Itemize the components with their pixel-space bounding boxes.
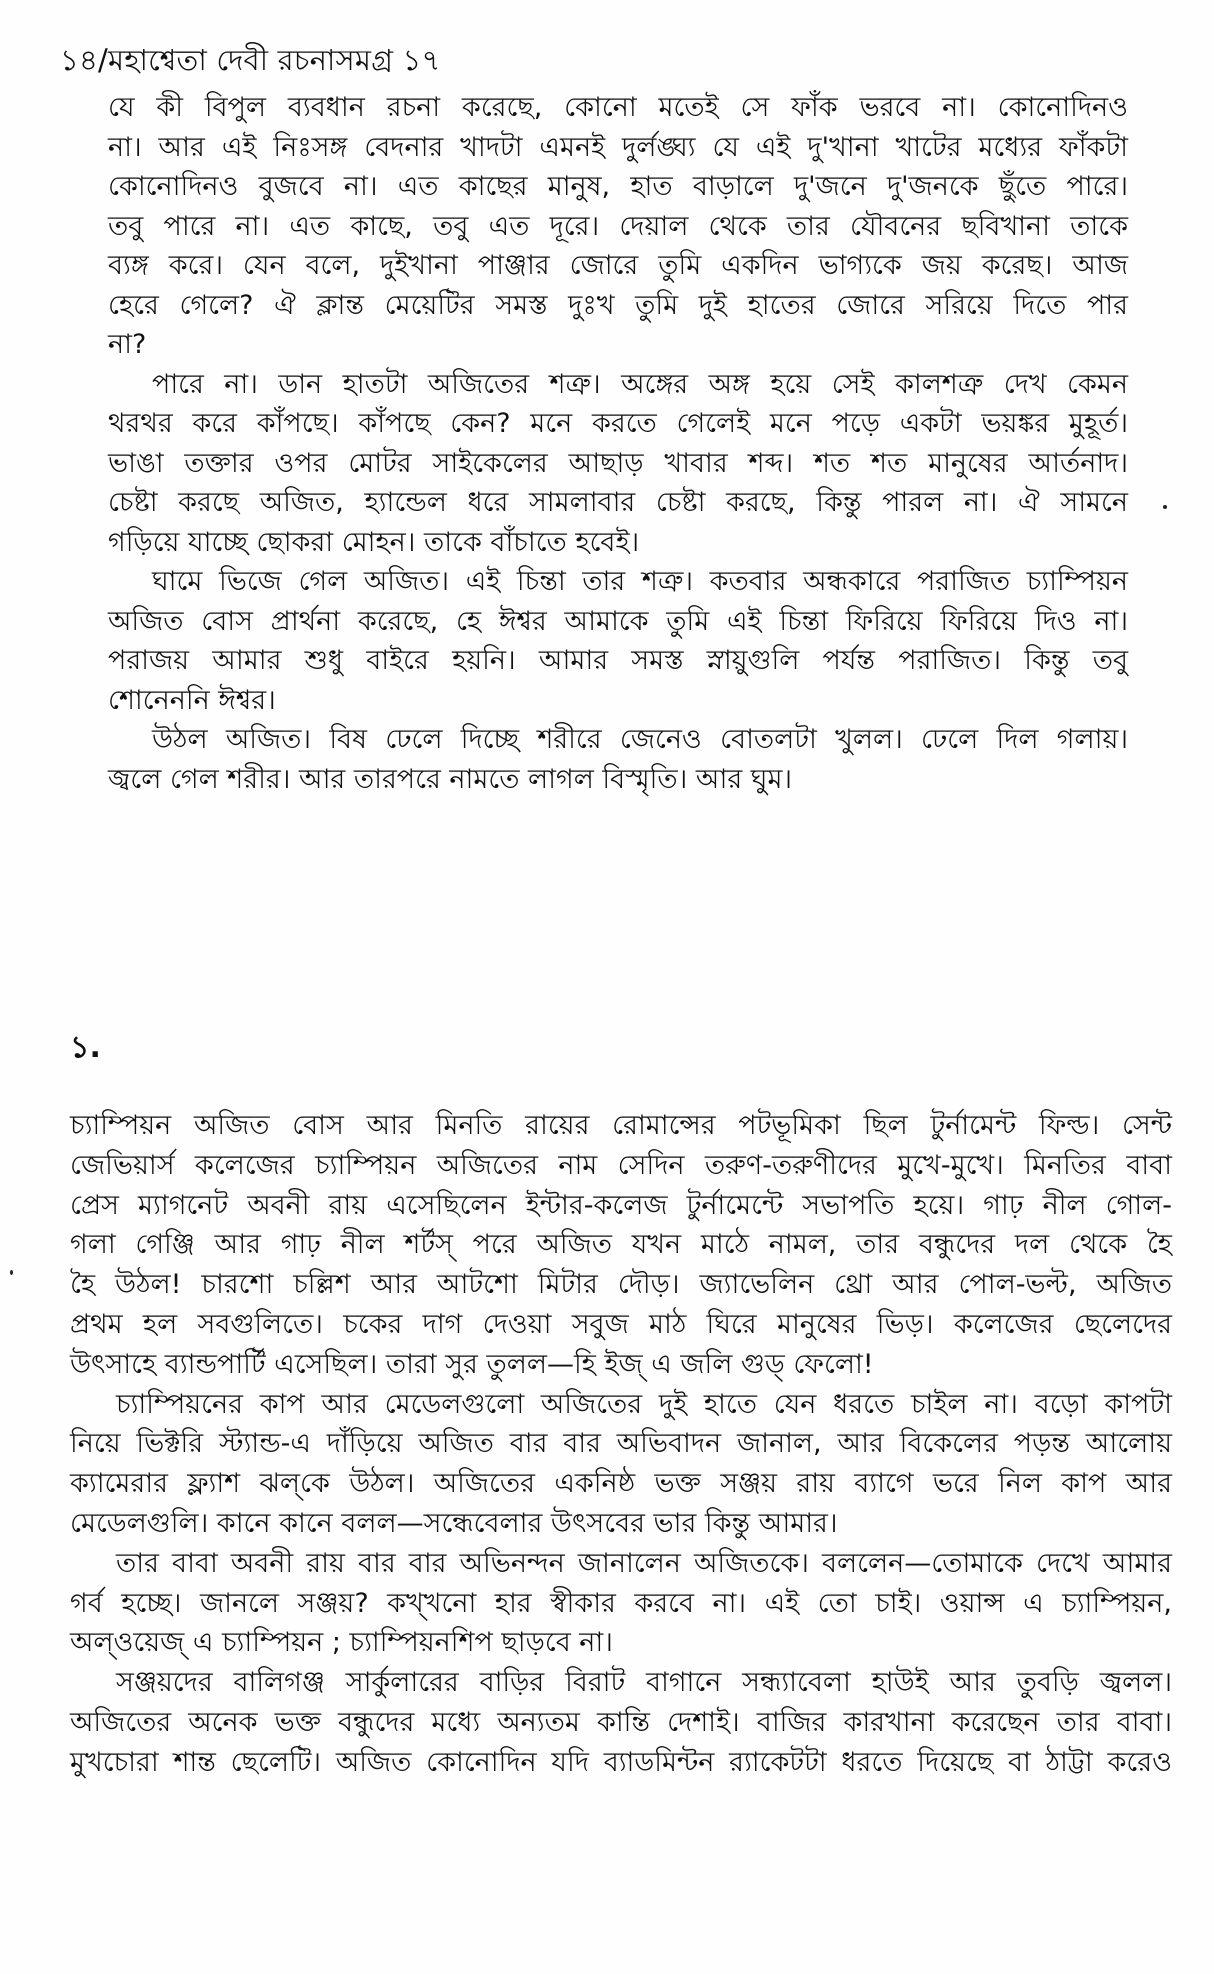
chapter-1-text <box>70 1106 1172 1783</box>
text-line: মুখচোরা শান্ত ছেলেটি। অজিত কোনোদিন যদি ব্যাডমিন্টন র‍্যাকেটটা ধরতে দিয়েছে বা ঠাট্টা করেও <box>70 1746 1172 1778</box>
text-line: গর্ব হচ্ছে। জানলে সঞ্জয়? কখ্খনো হার স্বীকার করবে না। এই তো চাই। ওয়ান্স এ চ্যাম্পিয়ন, <box>70 1587 1172 1619</box>
scan-speck <box>10 1270 13 1275</box>
text-line: ক্যামেরার ফ্ল্যাশ ঝল্‌কে উঠল। অজিতের একনিষ্ঠ ভক্ত সঞ্জয় রায় ব্যাগে ভরে নিল কাপ আর <box>70 1468 1172 1500</box>
text-line: চ্যাম্পিয়নের কাপ আর মেডেলগুলো অজিতের দুই হাতে যেন ধরতে চাইল না। বড়ো কাপটা <box>116 1388 1172 1420</box>
text-line: জেভিয়ার্স কলেজের চ্যাম্পিয়ন অজিতের নাম সেদিন তরুণ-তরুণীদের মুখে-মুখে। মিনতির বাবা <box>70 1149 1172 1181</box>
text-line: পারে না। ডান হাতটা অজিতের শত্রু। অঙ্গের অঙ্গ হয়ে সেই কালশত্রু দেখ কেমন <box>152 368 1128 400</box>
text-line: প্রেস ম্যাগনেট অবনী রায় এসেছিলেন ইন্টার-কলেজ টুর্নামেন্টে সভাপতি হয়ে। গাঢ় নীল গোল- <box>70 1189 1172 1221</box>
text-line: না। আর এই নিঃসঙ্গ বেদনার খাদটা এমনই দুর্লঙ্ঘ্য যে এই দু'খানা খাটের মধ্যের ফাঁকটা <box>108 131 1128 163</box>
scan-speck <box>1163 505 1167 509</box>
text-line: তার বাবা অবনী রায় বার বার অভিনন্দন জানালেন অজিতকে। বললেন—তোমাকে দেখে আমার <box>116 1547 1172 1579</box>
text-line: ভাঙা তক্তার ওপর মোটর সাইকেলের আছাড় খাবার শব্দ। শত শত মানুষের আর্তনাদ। <box>108 447 1128 479</box>
running-head: ১৪/মহাশ্বেতা দেবী রচনাসমগ্র ১৭ <box>60 43 441 77</box>
text-line: শোনেননি ঈশ্বর। <box>108 684 276 716</box>
text-line: নিয়ে ভিক্টরি স্ট্যান্ড-এ দাঁড়িয়ে অজিত বার বার অভিবাদন জানাল, আর বিকেলের পড়ন্ত আলোয় <box>70 1428 1172 1460</box>
text-line: ব্যঙ্গ করে। যেন বলে, দুইখানা পাঞ্জার জোরে তুমি একদিন ভাগ্যকে জয় করেছ। আজ <box>108 250 1128 281</box>
text-line: উৎসাহে ব্যান্ডপার্টি এসেছিল। তারা সুর তুলল—হি ইজ্ এ জলি গুড্ ফেলো! <box>70 1348 874 1380</box>
text-line: চেষ্টা করছে অজিত, হ্যান্ডেল ধরে সামলাবার চেষ্টা করছে, কিন্তু পারল না। ঐ সামনে <box>108 487 1128 518</box>
text-line: অজিতের অনেক ভক্ত বন্ধুদের মধ্যে অন্যতম কান্তি দেশাই। বাজির কারখানা করেছেন তার বাবা। <box>70 1706 1172 1738</box>
text-line: সঞ্জয়দের বালিগঞ্জ সার্কুলারের বাড়ির বিরাট বাগানে সন্ধ্যাবেলা হাউই আর তুবড়ি জ্বলল। <box>116 1667 1172 1699</box>
text-line: অল্‌ওয়েজ্ এ চ্যাম্পিয়ন ; চ্যাম্পিয়নশিপ ছাড়বে না। <box>70 1627 613 1659</box>
text-line: হেরে গেলে? ঐ ক্লান্ত মেয়েটির সমস্ত দুঃখ তুমি দুই হাতের জোরে সরিয়ে দিতে পার <box>108 289 1128 321</box>
text-line: হৈ উঠল! চারশো চল্লিশ আর আটশো মিটার দৌড়। জ্যাভেলিন থ্রো আর পোল-ভল্ট, অজিত <box>70 1269 1172 1301</box>
text-line: যে কী বিপুল ব্যবধান রচনা করেছে, কোনো মতেই সে ফাঁক ভরবে না। কোনোদিনও <box>108 92 1128 123</box>
previous-chapter-text <box>108 88 1128 799</box>
text-line: থরথর করে কাঁপছে। কাঁপছে কেন? মনে করতে গেলেই মনে পড়ে একটা ভয়ঙ্কর মুহূর্ত। <box>108 408 1128 439</box>
text-line: কোনোদিনও বুজবে না। এত কাছের মানুষ, হাত বাড়ালে দু'জনে দু'জনকে ছুঁতে পারে। <box>108 171 1128 202</box>
text-line: পরাজয় আমার শুধু বাইরে হয়নি। আমার সমস্ত স্নায়ুগুলি পর্যন্ত পরাজিত। কিন্তু তবু <box>108 645 1128 676</box>
text-line: প্রথম হল সবগুলিতে। চকের দাগ দেওয়া সবুজ মাঠ ঘিরে মানুষের ভিড়। কলেজের ছেলেদের <box>70 1308 1172 1340</box>
text-line: গড়িয়ে যাচ্ছে ছোকরা মোহন। তাকে বাঁচাতে হবেই। <box>108 526 640 558</box>
text-line: না? <box>108 329 147 360</box>
text-line: অজিত বোস প্রার্থনা করেছে, হে ঈশ্বর আমাকে তুমি এই চিন্তা ফিরিয়ে ফিরিয়ে দিও না। <box>108 605 1128 637</box>
text-line: গলা গেঞ্জি আর গাঢ় নীল শর্টস্ পরে অজিত যখন মাঠে নামল, তার বন্ধুদের দল থেকে হৈ <box>70 1229 1172 1261</box>
text-line: মেডেলগুলি। কানে কানে বলল—সন্ধেবেলার উৎসবের ভার কিন্তু আমার। <box>70 1507 838 1539</box>
text-line: চ্যাম্পিয়ন অজিত বোস আর মিনতি রায়ের রোমান্সের পটভূমিকা ছিল টুর্নামেন্ট ফিল্ড। সেন্ট <box>70 1110 1172 1141</box>
text-line: জ্বলে গেল শরীর। আর তারপরে নামতে লাগল বিস্মৃতি। আর ঘুম। <box>108 763 793 795</box>
text-line: তবু পারে না। এত কাছে, তবু এত দূরে। দেয়াল থেকে তার যৌবনের ছবিখানা তাকে <box>108 210 1128 242</box>
chapter-number: ১. <box>70 1030 101 1065</box>
text-line: ঘামে ভিজে গেল অজিত। এই চিন্তা তার শত্রু। কতবার অন্ধকারে পরাজিত চ্যাম্পিয়ন <box>152 566 1128 597</box>
text-line: উঠল অজিত। বিষ ঢেলে দিচ্ছে শরীরে জেনেও বোতলটা খুলল। ঢেলে দিল গলায়। <box>152 724 1128 755</box>
